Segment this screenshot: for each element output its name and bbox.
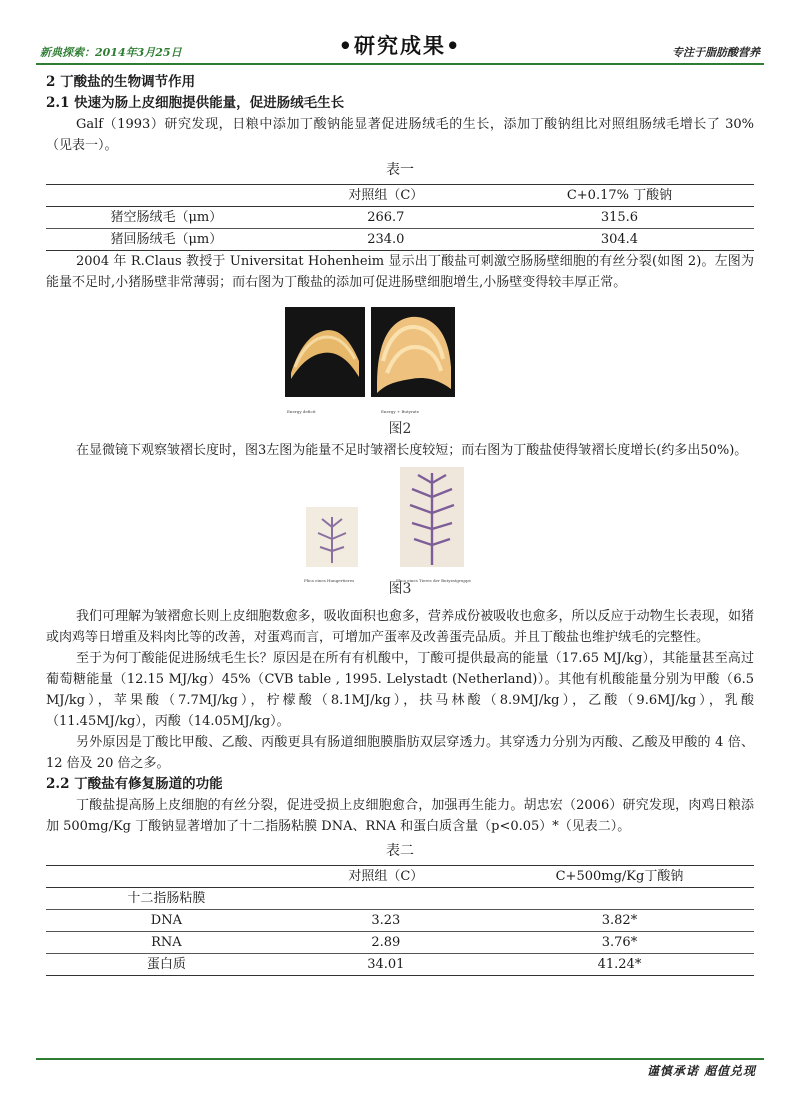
figure-2-left-caption: Energy deficit (287, 409, 316, 414)
header-tagline: 专注于脂肪酸营养 (672, 46, 760, 59)
table-cell: 304.4 (485, 229, 754, 251)
table-cell (287, 888, 485, 910)
subsection-heading-2-1: 2.1 快速为肠上皮细胞提供能量，促进肠绒毛生长 (46, 95, 345, 111)
table-row (46, 954, 754, 976)
paragraph-3: 在显微镜下观察皱褶长度时，图3左图为能量不足时皱褶长度较短；而右图为丁酸盐使得皱褶长度增长(约多出50%)。 (76, 443, 748, 458)
figure-3-left-caption: Plica eines Hungertieres (304, 578, 355, 583)
table-row (46, 207, 754, 229)
table-cell: 蛋白质 (46, 954, 287, 976)
header-section-title: •研究成果• (338, 33, 462, 58)
table-cell: 2.89 (287, 932, 485, 954)
table-row (46, 229, 754, 251)
figure-2-photos (285, 307, 515, 411)
table-cell: 猪空肠绒毛（μm） (46, 207, 287, 229)
figure-3-micrographs (300, 467, 500, 571)
table2 (46, 865, 754, 976)
table1 (46, 184, 754, 251)
paragraph-6: 另外原因是丁酸比甲酸、乙酸、丙酸更具有肠道细胞膜脂肪双层穿透力。其穿透力分别为丙酸、乙酸及甲酸的 4 倍、12 倍及 20 倍之多。 (46, 735, 754, 771)
paragraph-5: 至于为何丁酸能促进肠绒毛生长？原因是在所有有机酸中，丁酸可提供最高的能量（17.65 MJ/kg），其能量甚至高过葡萄糖能量（12.15 MJ/kg）45%（CVB table , 1995. Lelystadt (Netherland)）。其他有机酸能量分别为甲酸（6.5 MJ/kg），苹果酸（7.7MJ/kg），柠檬酸（8.1MJ/kg），扶马林酸（8.9MJ/kg），乙酸（9.6MJ/kg），乳酸（11.45MJ/kg），丙酸（14.05MJ/kg）。 (46, 651, 754, 729)
table-group-row (46, 888, 754, 910)
figure-2-right-caption: Energy + Butyrate (381, 409, 420, 414)
table-cell: DNA (46, 910, 287, 932)
paragraph-2: 2004 年 R.Claus 教授于 Universitat Hohenheim 显示出丁酸盐可刺激空肠肠壁细胞的有丝分裂(如图 2)。左图为能量不足时,小猪肠壁非常薄弱；而右图为丁酸盐的添加可促进肠壁细胞增生,小肠壁变得较丰厚正常。 (46, 254, 754, 290)
table-cell (485, 888, 754, 910)
page-header (36, 30, 764, 66)
paragraph-1: Galf（1993）研究发现，日粮中添加丁酸钠能显著促进肠绒毛的生长，添加丁酸钠组比对照组肠绒毛增长了 30%（见表一）。 (46, 117, 754, 153)
footer-divider (36, 1058, 764, 1060)
table-cell: 41.24* (485, 954, 754, 976)
table-header-cell: 对照组（C） (287, 185, 485, 207)
figure-2 (285, 307, 515, 419)
table-cell: 猪回肠绒毛（μm） (46, 229, 287, 251)
figure-3 (300, 467, 500, 583)
table-cell: RNA (46, 932, 287, 954)
table-row (46, 932, 754, 954)
table-row (46, 910, 754, 932)
table-header-row (46, 866, 754, 888)
section-heading: 2 丁酸盐的生物调节作用 (46, 74, 196, 90)
footer-slogan: 谨慎承诺 超值兑现 (646, 1064, 756, 1078)
paragraph-4: 我们可理解为皱褶愈长则上皮细胞数愈多，吸收面积也愈多，营养成份被吸收也愈多，所以反应于动物生长表现，如猪或肉鸡等日增重及料肉比等的改善，对蛋鸡而言，可增加产蛋率及改善蛋壳品质。并且丁酸盐也维护绒毛的完整性。 (46, 609, 754, 645)
table2-title: 表二 (386, 843, 414, 859)
table-group-label: 十二指肠粘膜 (46, 888, 287, 910)
table-header-cell: C+500mg/Kg丁酸钠 (485, 866, 754, 888)
paragraph-7: 丁酸盐提高肠上皮细胞的有丝分裂，促进受损上皮细胞愈合，加强再生能力。胡忠宏（2006）研究发现，肉鸡日粮添加 500mg/Kg 丁酸钠显著增加了十二指肠粘膜 DNA、RNA 和蛋白质含量（p<0.05）*（见表二）。 (46, 798, 754, 834)
figure-2-label: 图2 (388, 421, 412, 437)
header-date: 新典探索：2014年3月25日 (40, 46, 182, 59)
subsection-heading-2-2: 2.2 丁酸盐有修复肠道的功能 (46, 776, 223, 792)
table-cell: 315.6 (485, 207, 754, 229)
table-cell: 234.0 (287, 229, 485, 251)
table-header-cell (46, 185, 287, 207)
table-header-row (46, 185, 754, 207)
header-divider (36, 63, 764, 65)
table-cell: 3.82* (485, 910, 754, 932)
table-header-cell: 对照组（C） (287, 866, 485, 888)
table-cell: 34.01 (287, 954, 485, 976)
table-cell: 266.7 (287, 207, 485, 229)
table-cell: 3.23 (287, 910, 485, 932)
table1-title: 表一 (386, 162, 414, 178)
table-header-cell (46, 866, 287, 888)
table-cell: 3.76* (485, 932, 754, 954)
table-header-cell: C+0.17% 丁酸钠 (485, 185, 754, 207)
figure-3-right-caption: Plica eines Tieres der Butyratgruppe (396, 578, 471, 583)
figure-3-label: 图3 (388, 581, 412, 597)
article-body (46, 72, 754, 976)
